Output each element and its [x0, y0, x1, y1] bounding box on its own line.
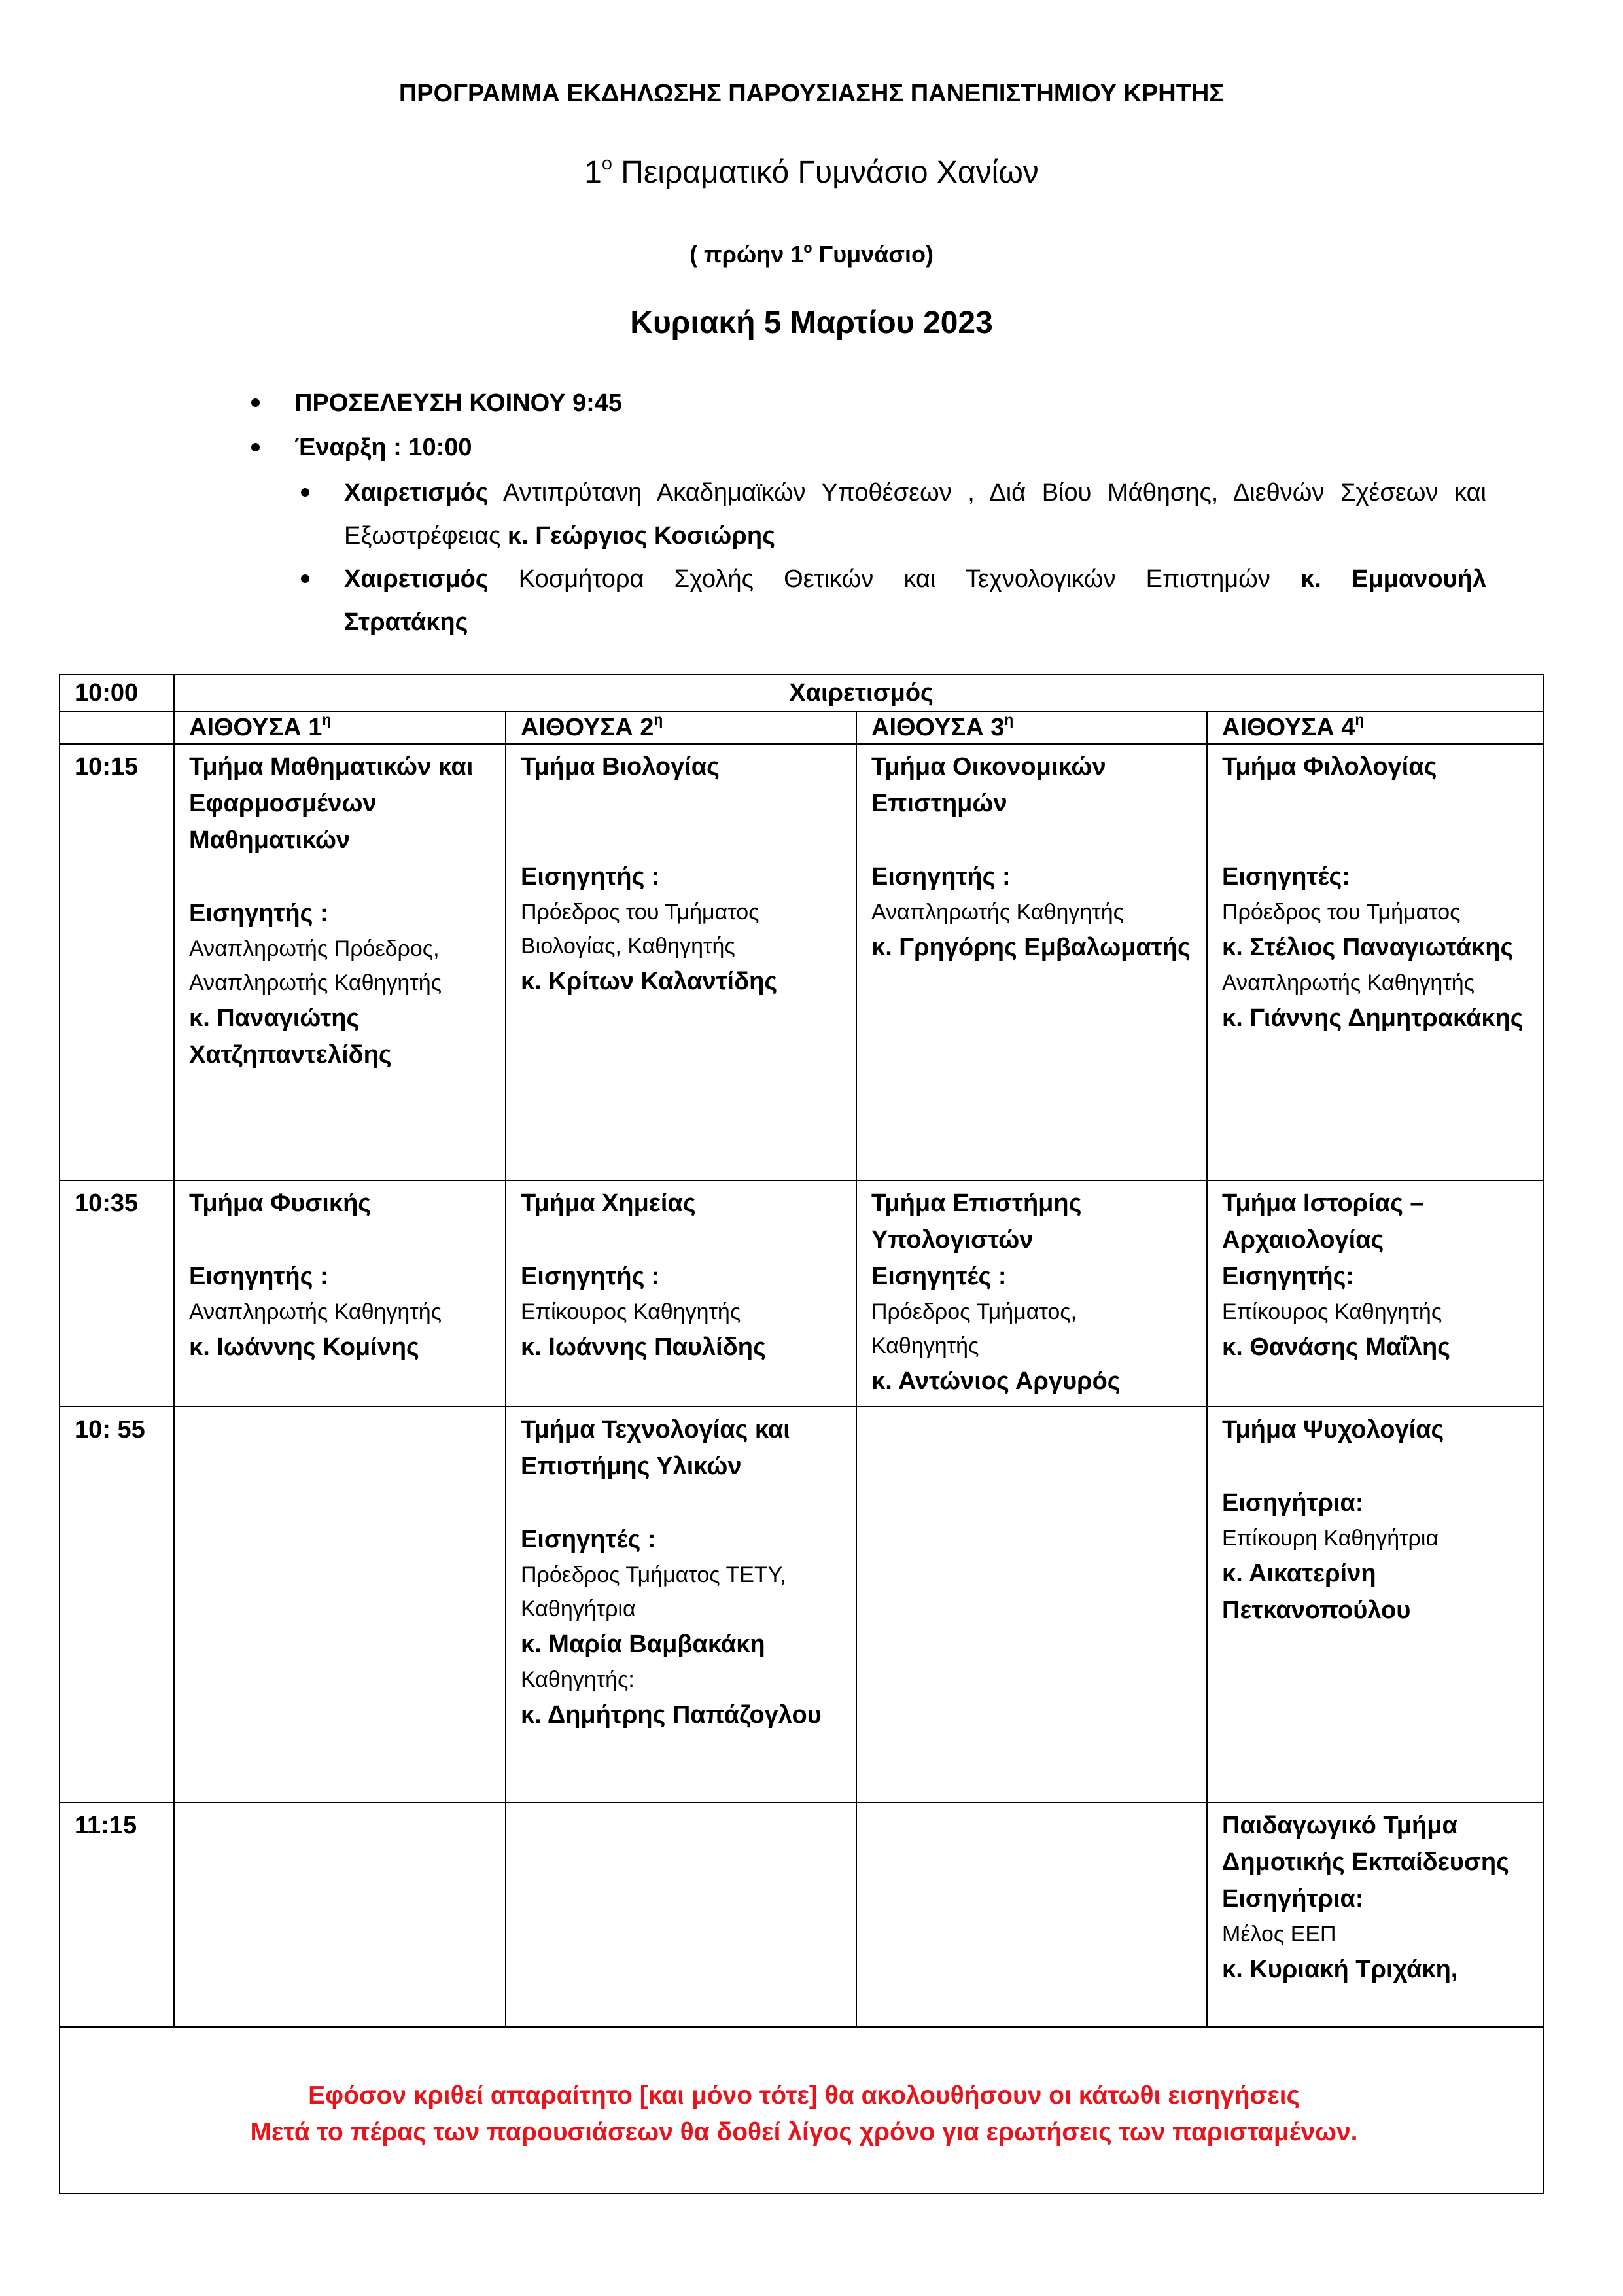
speaker-name: κ. Παναγιώτης Χατζηπαντελίδης — [189, 1004, 392, 1069]
department: Τμήμα Ιστορίας – Αρχαιολογίας — [1222, 1190, 1424, 1254]
document-title: ΠΡΟΓΡΑΜΜΑ ΕΚΔΗΛΩΣΗΣ ΠΑΡΟΥΣΙΑΣΗΣ ΠΑΝΕΠΙΣΤΗΜΙΟΥ ΚΡΗΤΗΣ — [398, 80, 1225, 107]
speaker-role: Αναπληρωτής Καθηγητής — [871, 900, 1125, 925]
time-cell: 10:00 — [60, 675, 174, 711]
school-num: 1 — [584, 155, 602, 190]
event-date: Κυριακή 5 Μαρτίου 2023 — [630, 306, 993, 340]
room-label: ΑΙΘΟΥΣΑ 3 — [871, 714, 1005, 741]
speaker-role: Επίκουρος Καθηγητής — [521, 1299, 741, 1324]
empty-cell — [506, 1803, 856, 2027]
table-row — [60, 2027, 1543, 2193]
agenda-start: Έναρξη : 10:00 — [294, 434, 472, 461]
former-post: Γυμνάσιο) — [812, 241, 934, 268]
speaker-role: Καθηγητής: — [521, 1667, 635, 1692]
table-row — [60, 744, 1543, 1180]
speaker-label: Εισηγητής : — [189, 1263, 328, 1290]
speaker-label: Εισηγήτρια: — [1222, 1885, 1364, 1913]
department: Τμήμα Οικονομικών Επιστημών — [871, 753, 1106, 817]
bullet-icon — [301, 488, 309, 497]
speaker-label: Εισηγητές : — [521, 1526, 656, 1553]
session-cell — [1207, 1803, 1543, 2027]
greeting-text: Αντιπρύτανη Ακαδημαϊκών Υποθέσεων , Διά Βίου Μάθησης, Διεθνών Σχέσεων και Εξωστρέφειας — [344, 479, 1486, 550]
department: Τμήμα Φιλολογίας — [1222, 753, 1437, 781]
time-cell: 11:15 — [60, 1803, 174, 2027]
speaker-role: Καθηγήτρια — [521, 1597, 636, 1621]
speaker-label: Εισηγητής : — [521, 863, 660, 891]
table-row — [60, 1180, 1543, 1407]
school-name — [0, 154, 1623, 190]
room-header — [506, 711, 856, 744]
speaker-role: Πρόεδρος του Τμήματος — [521, 900, 759, 925]
speaker-name: κ. Αικατερίνη Πετκανοπούλου — [1222, 1560, 1411, 1624]
bullet-icon — [301, 574, 309, 583]
room-header — [174, 711, 506, 744]
table-row — [60, 1803, 1543, 2027]
session-cell — [506, 744, 856, 1180]
greeting-label: Χαιρετισμός — [344, 479, 489, 506]
speaker-role: Αναπληρωτής Πρόεδρος, — [189, 936, 440, 961]
department: Τμήμα Τεχνολογίας και Επιστήμης Υλικών — [521, 1416, 790, 1480]
speaker-label: Εισηγητής: — [1222, 1263, 1355, 1290]
speaker-role: Πρόεδρος του Τμήματος — [1222, 900, 1461, 925]
speaker-role: Βιολογίας, Καθηγητής — [521, 934, 735, 959]
department: Τμήμα Ψυχολογίας — [1222, 1416, 1444, 1443]
time-cell: 10: 55 — [60, 1407, 174, 1803]
speaker-role: Αναπληρωτής Καθηγητής — [1222, 970, 1475, 995]
greeting-label: Χαιρετισμός — [344, 565, 489, 593]
speaker-name: κ. Κρίτων Καλαντίδης — [521, 968, 778, 995]
session-cell — [1207, 1180, 1543, 1407]
session-cell — [856, 1180, 1207, 1407]
department: Τμήμα Μαθηματικών και Εφαρμοσμένων Μαθηματικών — [189, 753, 474, 854]
time-cell: 10:35 — [60, 1180, 174, 1407]
notice-cell — [60, 2027, 1543, 2193]
room-sup: η — [1355, 711, 1365, 729]
speaker-name: κ. Θανάσης Μαΐλης — [1222, 1333, 1450, 1361]
speaker-role: Πρόεδρος Τμήματος, — [871, 1299, 1077, 1324]
speaker-name: κ. Δημήτρης Παπάζογλου — [521, 1701, 822, 1729]
speaker-role: Πρόεδρος Τμήματος ΤΕΤΥ, — [521, 1563, 786, 1587]
department: Τμήμα Φυσικής — [189, 1190, 372, 1217]
room-label: ΑΙΘΟΥΣΑ 1 — [189, 714, 323, 741]
session-cell — [1207, 744, 1543, 1180]
speaker-name: κ. Στέλιος Παναγιωτάκης — [1222, 934, 1514, 961]
former-name — [0, 241, 1623, 268]
greeting-name: κ. Γεώργιος Κοσιώρης — [507, 522, 775, 550]
session-cell — [506, 1180, 856, 1407]
empty-cell — [174, 1803, 506, 2027]
speaker-label: Εισηγητές: — [1222, 863, 1350, 891]
speaker-role: Αναπληρωτής Καθηγητής — [189, 970, 442, 995]
school-sup: ο — [601, 152, 612, 174]
speaker-label: Εισηγητής : — [521, 1263, 660, 1290]
table-row — [60, 675, 1543, 711]
room-sup: η — [1004, 711, 1014, 729]
table-row — [60, 711, 1543, 744]
former-sup: ο — [803, 239, 812, 256]
speaker-label: Εισηγήτρια: — [1222, 1489, 1364, 1517]
notice-line: Εφόσον κριθεί απαραίτητο [και μόνο τότε] θα ακολουθήσουν οι κάτωθι εισηγήσεις — [308, 2081, 1300, 2110]
greeting-cell: Χαιρετισμός — [174, 675, 1543, 711]
agenda-greeting-dean — [344, 557, 1486, 601]
department: Τμήμα Βιολογίας — [521, 753, 720, 781]
speaker-role: Μέλος ΕΕΠ — [1222, 1922, 1336, 1947]
speaker-role: Επίκουρος Καθηγητής — [1222, 1299, 1442, 1324]
speaker-label: Εισηγητές : — [871, 1263, 1007, 1290]
empty-cell — [856, 1803, 1207, 2027]
bullet-icon — [251, 398, 260, 407]
room-header — [856, 711, 1207, 744]
greeting-name: κ. Εμμανουήλ — [1300, 565, 1486, 593]
empty-cell — [174, 1407, 506, 1803]
session-cell — [1207, 1407, 1543, 1803]
schedule-table — [59, 674, 1544, 2194]
speaker-label: Εισηγητής : — [871, 863, 1011, 891]
speaker-role: Καθηγητής — [871, 1333, 979, 1358]
session-cell — [174, 744, 506, 1180]
agenda-greeting-vice-rector — [344, 471, 1486, 557]
department: Παιδαγωγικό Τμήμα Δημοτικής Εκπαίδευσης — [1222, 1812, 1509, 1876]
speaker-name: κ. Ιωάννης Παυλίδης — [521, 1333, 766, 1361]
empty-cell — [60, 711, 174, 744]
school-name-text: Πειραματικό Γυμνάσιο Χανίων — [612, 155, 1039, 190]
speaker-name: κ. Αντώνιος Αργυρός — [871, 1368, 1121, 1395]
agenda-arrival: ΠΡΟΣΕΛΕΥΣΗ ΚΟΙΝΟΥ 9:45 — [294, 389, 623, 417]
speaker-name: κ. Ιωάννης Κομίνης — [189, 1333, 419, 1361]
table-row — [60, 1407, 1543, 1803]
department: Τμήμα Χημείας — [521, 1190, 696, 1217]
room-sup: η — [322, 711, 332, 729]
former-pre: ( πρώην 1 — [689, 241, 804, 268]
greeting-text: Κοσμήτορα Σχολής Θετικών και Τεχνολογικών Επιστημών — [488, 565, 1301, 593]
bullet-icon — [251, 443, 260, 451]
session-cell — [856, 744, 1207, 1180]
speaker-name: κ. Γιάννης Δημητρακάκης — [1222, 1004, 1524, 1032]
session-cell — [174, 1180, 506, 1407]
speaker-name: κ. Κυριακή Τριχάκη, — [1222, 1956, 1458, 1983]
greeting-name-cont: Στρατάκης — [344, 609, 468, 636]
room-header — [1207, 711, 1543, 744]
speaker-role: Επίκουρη Καθηγήτρια — [1222, 1526, 1439, 1551]
session-cell — [506, 1407, 856, 1803]
speaker-label: Εισηγητής : — [189, 900, 328, 927]
empty-cell — [856, 1407, 1207, 1803]
speaker-name: κ. Μαρία Βαμβακάκη — [521, 1631, 765, 1658]
room-label: ΑΙΘΟΥΣΑ 4 — [1222, 714, 1355, 741]
time-cell: 10:15 — [60, 744, 174, 1180]
speaker-role: Αναπληρωτής Καθηγητής — [189, 1299, 442, 1324]
speaker-name: κ. Γρηγόρης Εμβαλωματής — [871, 934, 1191, 961]
room-sup: η — [654, 711, 663, 729]
department: Τμήμα Επιστήμης Υπολογιστών — [871, 1190, 1082, 1254]
notice-line: Μετά το πέρας των παρουσιάσεων θα δοθεί λίγος χρόνο για ερωτήσεις των παρισταμένων. — [250, 2118, 1358, 2146]
room-label: ΑΙΘΟΥΣΑ 2 — [521, 714, 654, 741]
